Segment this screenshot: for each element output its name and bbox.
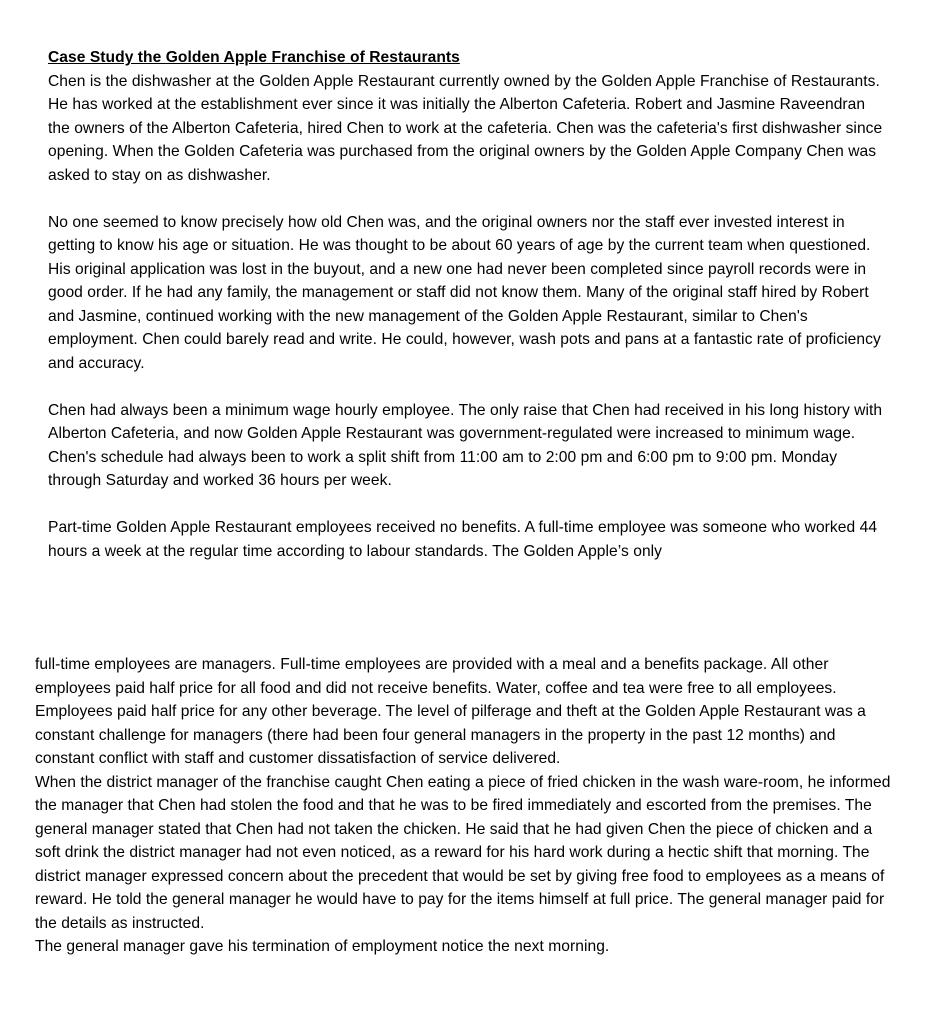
page-section-bottom bbox=[35, 653, 895, 959]
paragraph-benefits-start: Part-time Golden Apple Restaurant employees received no benefits. A full-time employee was someone who worked 44 hours a week at the regular time according to labour standards. The Golden Apple’s only bbox=[48, 519, 878, 560]
paragraph-termination-notice: The general manager gave his termination of employment notice the next morning. bbox=[35, 938, 610, 955]
paragraph-benefits-continued: full-time employees are managers. Full-time employees are provided with a meal and a benefits package. All other employees paid half price for all food and did not receive benefits. Water, coffee and tea were free to all employees. Employees paid half price for any other beverage. The level of pilferage and theft at the Golden Apple Restaurant was a constant challenge for managers (there had been four general managers in the property in the past 12 months) and constant conflict with staff and customer dissatisfaction of service delivered. bbox=[35, 656, 866, 767]
paragraph-district-manager-incident: When the district manager of the franchise caught Chen eating a piece of fried chicken in the wash ware-room, he informed the manager that Chen had stolen the food and that he was to be fired immediately and escorted from the premises. The general manager stated that Chen had not taken the chicken. He said that he had given Chen the piece of chicken and a soft drink the district manager had not even noticed, as a reward for his hard work during a hectic shift that morning. The district manager expressed concern about the precedent that would be set by giving free food to employees as a means of reward. He told the general manager he would have to pay for the items himself at full price. The general manager paid for the details as instructed. bbox=[35, 773, 891, 932]
paragraph-chen-age: No one seemed to know precisely how old Chen was, and the original owners nor the staff ever invested interest in getting to know his age or situation. He was thought to be about 60 years of age by the current team when questioned. His original application was lost in the buyout, and a new one had never been completed since payroll records were in good order. If he had any family, the management or staff did not know them. Many of the original staff hired by Robert and Jasmine, continued working with the new management of the Golden Apple Restaurant, similar to Chen's employment. Chen could barely read and write. He could, however, wash pots and pans at a fantastic rate of proficiency and accuracy. bbox=[48, 213, 881, 372]
page-section-top bbox=[48, 46, 888, 563]
paragraph-wage-schedule: Chen had always been a minimum wage hourly employee. The only raise that Chen had received in his long history with Alberton Cafeteria, and now Golden Apple Restaurant was government-regulated were increased to minimum wage. Chen's schedule had always been to work a split shift from 11:00 am to 2:00 pm and 6:00 pm to 9:00 pm. Monday through Saturday and worked 36 hours per week. bbox=[48, 401, 883, 489]
case-study-title: Case Study the Golden Apple Franchise of Restaurants bbox=[48, 49, 460, 66]
paragraph-chen-intro: Chen is the dishwasher at the Golden Apple Restaurant currently owned by the Golden Apple Franchise of Restaurants. He has worked at the establishment ever since it was initially the Alberton Cafeteria. Robert and Jasmine Raveendran the owners of the Alberton Cafeteria, hired Chen to work at the cafeteria. Chen was the cafeteria's first dishwasher since opening. When the Golden Cafeteria was purchased from the original owners by the Golden Apple Company Chen was asked to stay on as dishwasher. bbox=[48, 72, 883, 184]
